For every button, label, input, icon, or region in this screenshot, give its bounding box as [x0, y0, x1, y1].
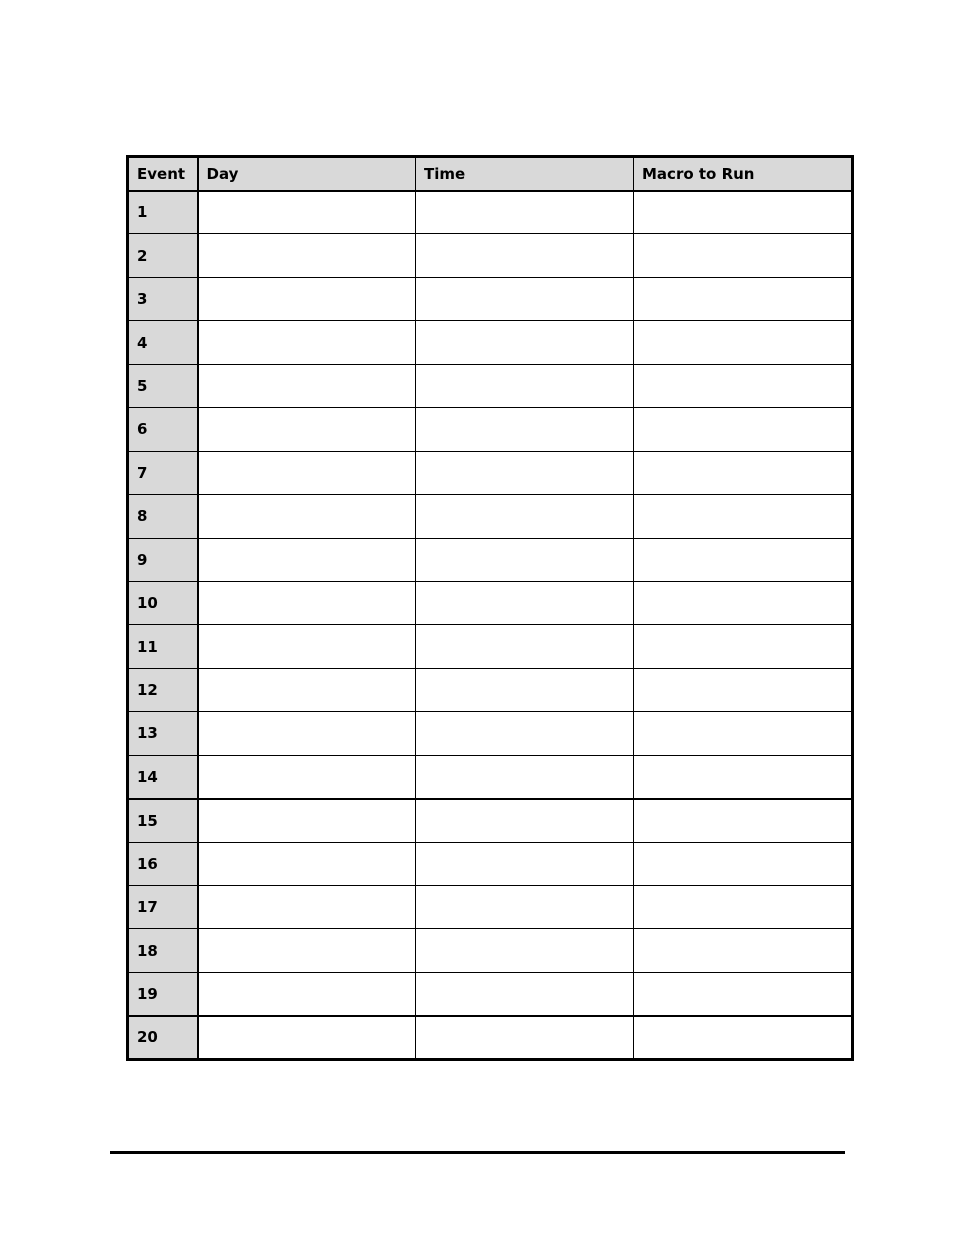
macro-cell[interactable]: [634, 191, 853, 234]
macro-cell[interactable]: [634, 538, 853, 581]
day-cell[interactable]: [198, 277, 416, 320]
table-row: [128, 799, 853, 842]
event-number-cell: 14: [128, 755, 198, 798]
table-row: [128, 451, 853, 494]
macro-cell[interactable]: [634, 668, 853, 711]
footer-divider: [110, 1151, 845, 1154]
table-row: [128, 408, 853, 451]
day-cell[interactable]: [198, 538, 416, 581]
time-cell[interactable]: [416, 581, 634, 624]
event-number-cell: 7: [128, 451, 198, 494]
day-cell[interactable]: [198, 755, 416, 798]
event-number-cell: 19: [128, 972, 198, 1015]
time-cell[interactable]: [416, 886, 634, 929]
time-cell[interactable]: [416, 234, 634, 277]
table-row: [128, 712, 853, 755]
header-time: Time: [416, 157, 634, 191]
event-number-cell: 2: [128, 234, 198, 277]
time-cell[interactable]: [416, 929, 634, 972]
header-day: Day: [198, 157, 416, 191]
time-cell[interactable]: [416, 712, 634, 755]
event-number-cell: 15: [128, 799, 198, 842]
event-schedule-table: [126, 155, 854, 1061]
table-row: [128, 929, 853, 972]
time-cell[interactable]: [416, 495, 634, 538]
time-cell[interactable]: [416, 755, 634, 798]
day-cell[interactable]: [198, 321, 416, 364]
header-event: Event: [128, 157, 198, 191]
header-macro-to-run: Macro to Run: [634, 157, 853, 191]
event-number-cell: 10: [128, 581, 198, 624]
time-cell[interactable]: [416, 842, 634, 885]
event-number-cell: 11: [128, 625, 198, 668]
time-cell[interactable]: [416, 451, 634, 494]
time-cell[interactable]: [416, 799, 634, 842]
table-row: [128, 538, 853, 581]
time-cell[interactable]: [416, 277, 634, 320]
table-header: [128, 157, 853, 191]
table-body: [128, 191, 853, 1060]
table-row: [128, 581, 853, 624]
event-number-cell: 1: [128, 191, 198, 234]
day-cell[interactable]: [198, 799, 416, 842]
time-cell[interactable]: [416, 191, 634, 234]
macro-cell[interactable]: [634, 755, 853, 798]
macro-cell[interactable]: [634, 972, 853, 1015]
event-number-cell: 16: [128, 842, 198, 885]
event-number-cell: 4: [128, 321, 198, 364]
table-row: [128, 668, 853, 711]
macro-cell[interactable]: [634, 1016, 853, 1059]
day-cell[interactable]: [198, 234, 416, 277]
event-number-cell: 20: [128, 1016, 198, 1059]
day-cell[interactable]: [198, 625, 416, 668]
time-cell[interactable]: [416, 321, 634, 364]
macro-cell[interactable]: [634, 625, 853, 668]
event-number-cell: 12: [128, 668, 198, 711]
header-row: [128, 157, 853, 191]
table-row: [128, 842, 853, 885]
day-cell[interactable]: [198, 1016, 416, 1059]
day-cell[interactable]: [198, 712, 416, 755]
day-cell[interactable]: [198, 929, 416, 972]
macro-cell[interactable]: [634, 495, 853, 538]
time-cell[interactable]: [416, 625, 634, 668]
day-cell[interactable]: [198, 408, 416, 451]
table-row: [128, 191, 853, 234]
event-number-cell: 8: [128, 495, 198, 538]
day-cell[interactable]: [198, 364, 416, 407]
event-number-cell: 3: [128, 277, 198, 320]
table-row: [128, 321, 853, 364]
table-row: [128, 364, 853, 407]
table-row: [128, 886, 853, 929]
table-row: [128, 277, 853, 320]
macro-cell[interactable]: [634, 799, 853, 842]
event-number-cell: 6: [128, 408, 198, 451]
macro-cell[interactable]: [634, 929, 853, 972]
macro-cell[interactable]: [634, 408, 853, 451]
macro-cell[interactable]: [634, 234, 853, 277]
time-cell[interactable]: [416, 538, 634, 581]
macro-cell[interactable]: [634, 581, 853, 624]
macro-cell[interactable]: [634, 364, 853, 407]
day-cell[interactable]: [198, 668, 416, 711]
time-cell[interactable]: [416, 668, 634, 711]
time-cell[interactable]: [416, 364, 634, 407]
macro-cell[interactable]: [634, 842, 853, 885]
macro-cell[interactable]: [634, 451, 853, 494]
day-cell[interactable]: [198, 886, 416, 929]
event-number-cell: 13: [128, 712, 198, 755]
event-number-cell: 5: [128, 364, 198, 407]
table-row: [128, 625, 853, 668]
table-row: [128, 972, 853, 1015]
macro-cell[interactable]: [634, 277, 853, 320]
event-number-cell: 9: [128, 538, 198, 581]
macro-cell[interactable]: [634, 886, 853, 929]
time-cell[interactable]: [416, 408, 634, 451]
day-cell[interactable]: [198, 972, 416, 1015]
event-number-cell: 18: [128, 929, 198, 972]
time-cell[interactable]: [416, 972, 634, 1015]
day-cell[interactable]: [198, 842, 416, 885]
day-cell[interactable]: [198, 581, 416, 624]
table-row: [128, 495, 853, 538]
day-cell[interactable]: [198, 495, 416, 538]
table-row: [128, 755, 853, 798]
macro-cell[interactable]: [634, 712, 853, 755]
day-cell[interactable]: [198, 451, 416, 494]
macro-cell[interactable]: [634, 321, 853, 364]
day-cell[interactable]: [198, 191, 416, 234]
table-row: [128, 1016, 853, 1059]
table-row: [128, 234, 853, 277]
time-cell[interactable]: [416, 1016, 634, 1059]
event-number-cell: 17: [128, 886, 198, 929]
